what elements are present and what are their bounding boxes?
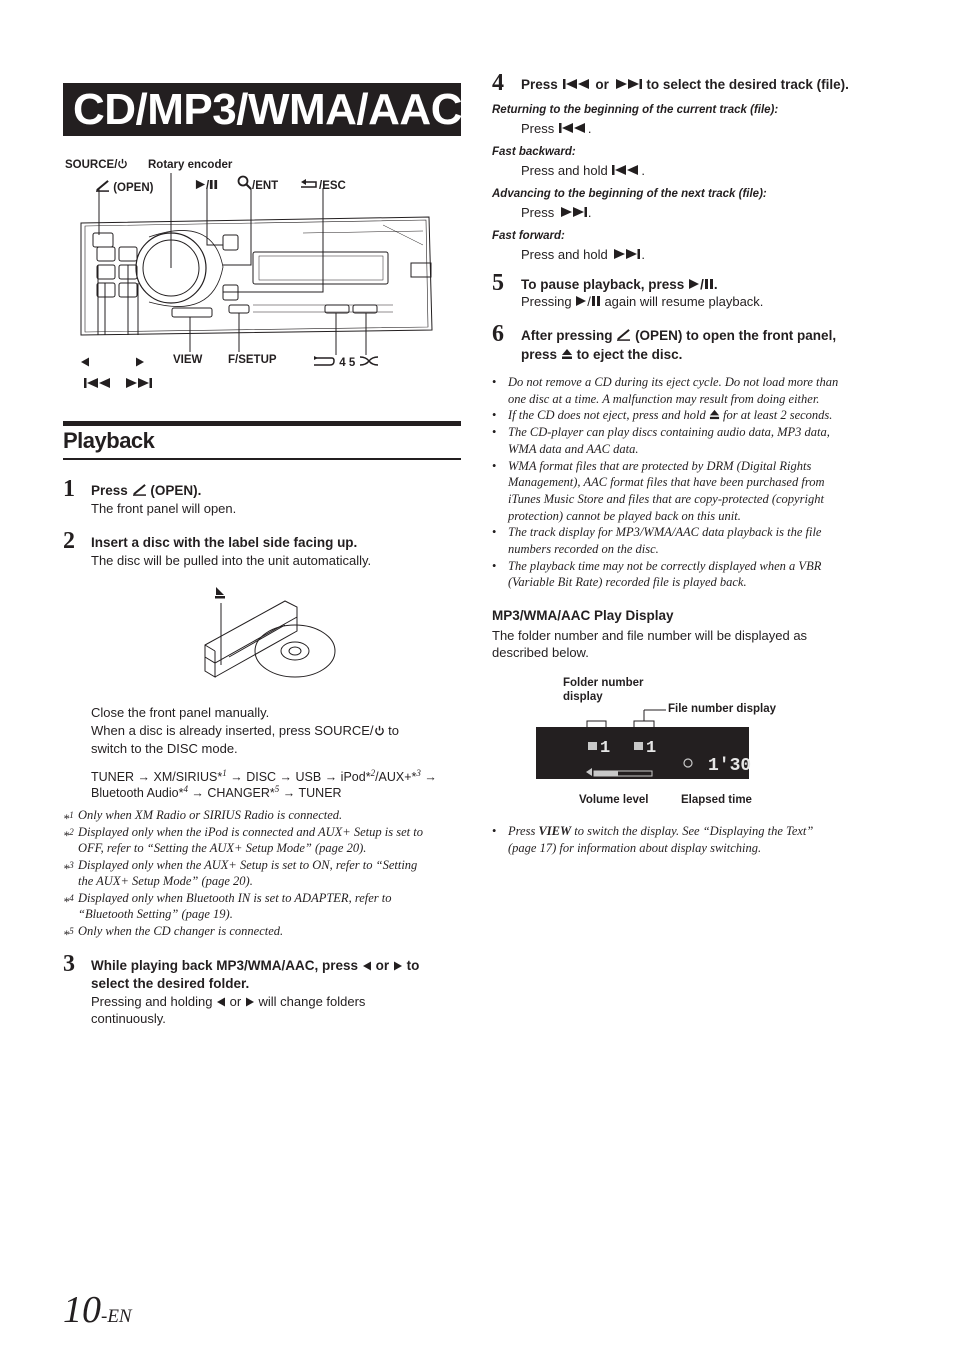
note-item: • The CD-player can play discs containing audio data, MP3 data, WMA data and AAC data. — [492, 424, 892, 457]
track-operation: Fast forward: Press and hold . — [492, 230, 645, 262]
pause-icon — [704, 278, 714, 290]
file-number-label: File number display — [668, 703, 776, 715]
section-title: Playback — [63, 428, 155, 453]
step-6-heading-cont: press to eject the disc. — [521, 347, 683, 362]
section-rule-top — [63, 421, 461, 426]
display-section-title: MP3/WMA/AAC Play Display — [492, 608, 674, 623]
label-source: SOURCE/ — [65, 159, 118, 171]
power-icon — [374, 725, 385, 736]
elapsed-time-value: 1′30 — [708, 756, 751, 776]
left-arrow-icon — [80, 357, 90, 367]
volume-level-label: Volume level — [579, 794, 649, 806]
step-number: 5 — [492, 270, 504, 296]
footnote: *$^5$ Only when the CD changer is connected. — [63, 923, 284, 942]
note-item: • Do not remove a CD during its eject cycle. Do not load more than one disc at a time. A malfunction may result from doing either. — [492, 374, 892, 407]
prev-track-icon — [83, 377, 113, 389]
note-item: • The track display for MP3/WMA/AAC data playback is the file numbers recorded on the disc. — [492, 524, 892, 557]
step-5-heading: To pause playback, press / . — [521, 277, 718, 292]
next-track-icon — [123, 377, 153, 389]
step-1-body: The front panel will open. — [91, 501, 237, 516]
step-5-body: Pressing / again will resume playback. — [521, 294, 764, 309]
left-arrow-icon — [216, 997, 226, 1007]
eject-icon — [709, 409, 720, 420]
step-4-heading: Press or to select the desired track (file). — [521, 77, 849, 92]
right-arrow-icon — [135, 357, 145, 367]
label-esc: /ESC — [319, 180, 346, 192]
step-2-already: When a disc is already inserted, press SOURCE/ to — [91, 723, 399, 738]
disc-insert-illustration — [185, 583, 345, 693]
elapsed-time-label: Elapsed time — [681, 794, 752, 806]
note-item: • WMA format files that are protected by DRM (Digital Rights Management), AAC format files that have been purchased from iTunes Music Store and files that are copy-protected (copyright protection) cannot be played back on this unit. — [492, 458, 892, 525]
next-track-icon — [613, 78, 643, 90]
label-view: VIEW — [173, 354, 203, 366]
left-arrow-icon — [362, 961, 372, 971]
step-1-heading: Press (OPEN). — [91, 483, 202, 498]
label-ent: /ENT — [252, 180, 279, 192]
step-2-close: Close the front panel manually. — [91, 705, 270, 720]
step-3-heading: While playing back MP3/WMA/AAC, press or to — [91, 958, 420, 973]
step-2-body: The disc will be pulled into the unit automatically. — [91, 553, 372, 568]
prev-track-icon — [558, 122, 588, 134]
label-five: 5 — [348, 357, 356, 369]
label-rotary-encoder: Rotary encoder — [148, 159, 233, 171]
pause-icon — [591, 295, 601, 307]
open-icon — [616, 328, 631, 341]
notes-list — [492, 374, 892, 591]
play-icon — [688, 278, 700, 290]
play-icon — [575, 295, 587, 307]
footnotes — [63, 807, 463, 942]
file-number-value: 1 — [646, 739, 657, 758]
prev-track-icon — [562, 78, 592, 90]
page-title: CD/MP3/WMA/AAC — [63, 83, 461, 136]
right-arrow-icon — [245, 997, 255, 1007]
step-number: 1 — [63, 476, 75, 502]
next-track-icon — [558, 206, 588, 218]
final-note: • Press VIEW to switch the display. See “Displaying the Text” (page 17) for information about display switching. — [492, 823, 892, 856]
step-3-body-cont: continuously. — [91, 1011, 166, 1026]
track-operation: Advancing to the beginning of the next track (file): Press . — [492, 188, 767, 220]
label-four: 4 — [339, 357, 346, 369]
source-chain-1: TUNER → XM/SIRIUS*$^1$ → DISC → USB → iPod*$^2$/AUX+*$^3$ → — [91, 768, 437, 785]
step-number: 2 — [63, 528, 75, 554]
folder-number-value: 1 — [600, 739, 611, 758]
repeat-icon — [312, 355, 336, 367]
footnote: *$^2$ Displayed only when the iPod is connected and AUX+ Setup is set to OFF, refer to “Setting the AUX+ Setup Mode” (page 20). — [63, 824, 423, 855]
prev-track-icon — [611, 164, 641, 176]
display-section-body-1: The folder number and file number will be displayed as — [492, 628, 808, 643]
right-arrow-icon — [393, 961, 403, 971]
section-rule-bottom — [63, 458, 461, 460]
page-number: 10-EN — [63, 1289, 132, 1331]
folder-number-label: Folder number display — [563, 677, 644, 703]
step-3-body: Pressing and holding or will change folders — [91, 994, 366, 1009]
open-icon — [132, 483, 147, 496]
footnote: *$^4$ Displayed only when Bluetooth IN is set to ADAPTER, refer to “Bluetooth Setting” (page 19). — [63, 890, 392, 921]
track-operation: Returning to the beginning of the current track (file): Press . — [492, 104, 779, 136]
play-display-illustration — [536, 700, 751, 792]
display-section-body-2: described below. — [492, 645, 589, 660]
step-6-heading: After pressing (OPEN) to open the front panel, — [521, 328, 837, 343]
step-number: 3 — [63, 951, 75, 977]
device-diagram: SOURCE/ Rotary encoder (OPEN) / /ENT /ESC VIEW F/SETUP 4 5 — [63, 155, 463, 395]
eject-icon — [561, 348, 573, 360]
next-track-icon — [611, 248, 641, 260]
track-operation: Fast backward: Press and hold . — [492, 146, 645, 178]
track-operations — [492, 103, 892, 271]
footnote: *$^1$ Only when XM Radio or SIRIUS Radio is connected. — [63, 808, 343, 827]
step-number: 6 — [492, 321, 504, 347]
source-chain-2: Bluetooth Audio*$^4$ → CHANGER*$^5$ → TUNER — [91, 784, 342, 801]
note-item: • The playback time may not be correctly displayed when a VBR (Variable Bit Rate) recorded file is played back. — [492, 558, 892, 591]
label-open: (OPEN) — [113, 182, 154, 194]
label-fsetup: F/SETUP — [228, 354, 277, 366]
step-3-heading-cont: select the desired folder. — [91, 976, 250, 991]
note-item: • If the CD does not eject, press and hold for at least 2 seconds. — [492, 407, 892, 424]
step-number: 4 — [492, 70, 504, 96]
footnote: *$^3$ Displayed only when the AUX+ Setup is set to ON, refer to “Setting the AUX+ Setup Mode” (page 20). — [63, 857, 418, 888]
step-2-already-cont: switch to the DISC mode. — [91, 741, 238, 756]
step-2-heading: Insert a disc with the label side facing up. — [91, 535, 358, 550]
shuffle-icon — [358, 355, 380, 367]
